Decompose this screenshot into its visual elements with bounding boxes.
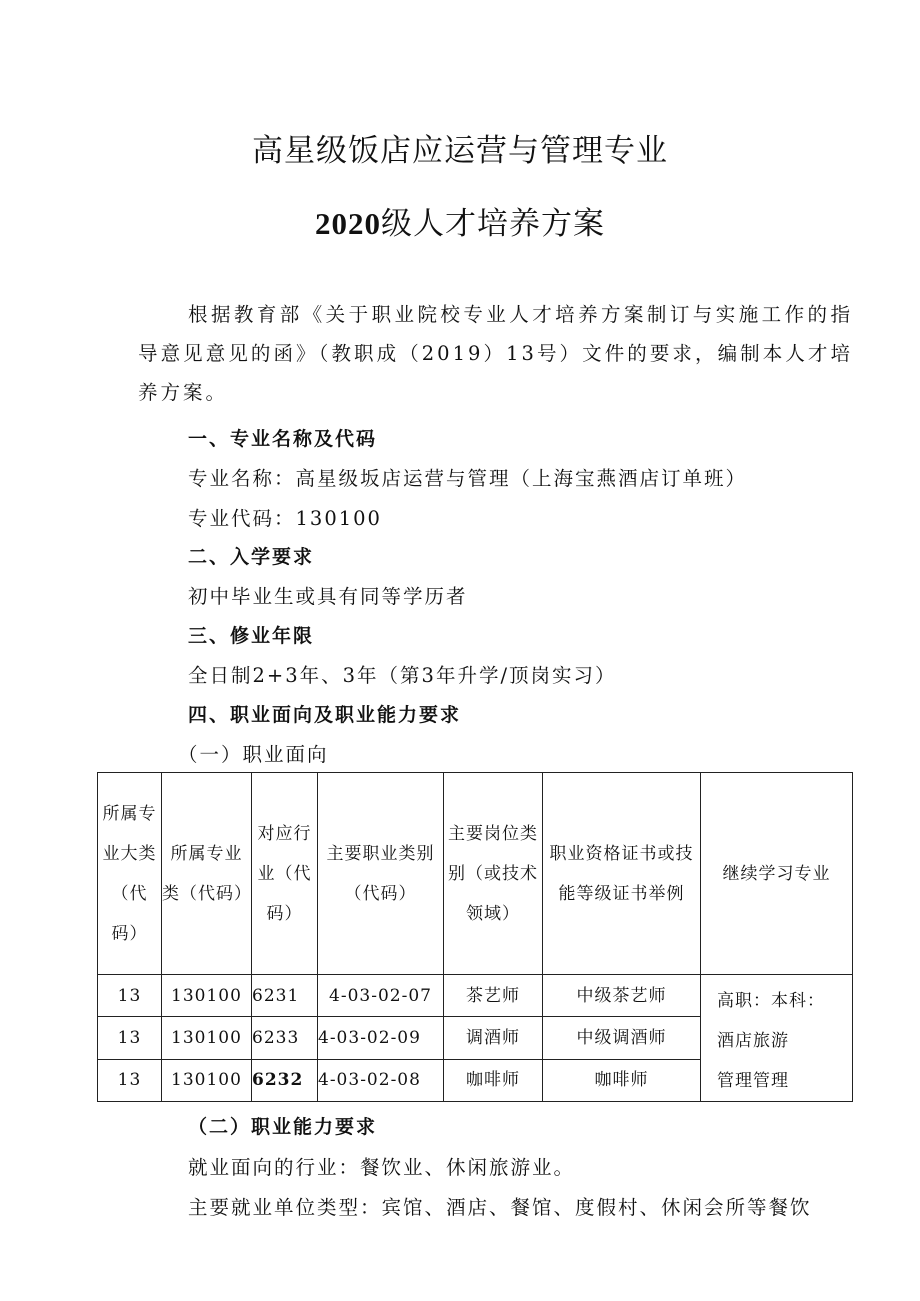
cell-category: 13 xyxy=(98,1059,162,1101)
continue-study-line: 高职：本科： xyxy=(717,991,825,1011)
continue-study-line: 酒店旅游 xyxy=(717,1031,789,1051)
section-4-heading: 四、职业面向及职业能力要求 xyxy=(188,704,462,726)
table-header-row xyxy=(98,773,853,975)
cell-position: 茶艺师 xyxy=(444,975,543,1017)
document-title: 高星级饭店应运营与管理专业 xyxy=(252,133,668,169)
cell-occupation: 4-03-02-09 xyxy=(318,1017,444,1059)
career-orientation-table xyxy=(97,772,853,1102)
cell-certificate: 咖啡师 xyxy=(543,1059,701,1101)
header-position: 主要岗位类别（或技术领域） xyxy=(444,773,543,975)
industry-text: 就业面向的行业：餐饮业、休闲旅游业。 xyxy=(188,1156,576,1179)
section-1-heading: 一、专业名称及代码 xyxy=(188,428,378,450)
cell-certificate: 中级茶艺师 xyxy=(543,975,701,1017)
table-row xyxy=(98,975,853,1017)
cell-industry: 6233 xyxy=(252,1017,318,1059)
continue-study-line: 管理管理 xyxy=(717,1071,789,1091)
cell-position: 咖啡师 xyxy=(444,1059,543,1101)
cell-industry: 6232 xyxy=(252,1059,318,1101)
header-industry: 对应行业（代码） xyxy=(252,773,318,975)
document-subtitle xyxy=(0,198,920,243)
cell-position: 调酒师 xyxy=(444,1017,543,1059)
cell-occupation: 4-03-02-08 xyxy=(318,1059,444,1101)
header-continue-study: 继续学习专业 xyxy=(701,773,853,975)
header-major-class: 所属专业类（代码） xyxy=(162,773,252,975)
section-2-heading: 二、入学要求 xyxy=(188,546,315,568)
header-certificate: 职业资格证书或技能等级证书举例 xyxy=(543,773,701,975)
cell-industry: 6231 xyxy=(252,975,318,1017)
title-rest: 级人才培养方案 xyxy=(381,206,605,242)
cell-class: 130100 xyxy=(162,1059,252,1101)
major-name: 专业名称：高星级坂店运营与管理（上海宝燕酒店订单班） xyxy=(188,467,748,490)
cell-class: 130100 xyxy=(162,1017,252,1059)
intro-paragraph: 根据教育部《关于职业院校专业人才培养方案制订与实施工作的指导意见意见的函》（教职成（2019）13号）文件的要求，编制本人才培养方案。 xyxy=(138,303,853,404)
subsection-career-orientation: （一）职业面向 xyxy=(178,743,329,766)
admission-text: 初中毕业生或具有同等学历者 xyxy=(188,585,468,608)
cell-class: 130100 xyxy=(162,975,252,1017)
header-occupation: 主要职业类别（代码） xyxy=(318,773,444,975)
cell-category: 13 xyxy=(98,975,162,1017)
subsection-ability-requirements: （二）职业能力要求 xyxy=(188,1116,378,1138)
title-year: 2020 xyxy=(315,206,381,241)
employer-types-text: 主要就业单位类型：宾馆、酒店、餐馆、度假村、休闲会所等餐饮 xyxy=(188,1196,812,1219)
cell-category: 13 xyxy=(98,1017,162,1059)
section-3-heading: 三、修业年限 xyxy=(188,625,315,647)
header-major-category: 所属专业大类（代码） xyxy=(98,773,162,975)
cell-occupation: 4-03-02-07 xyxy=(318,975,444,1017)
cell-continue-study xyxy=(701,975,853,1102)
cell-certificate: 中级调酒师 xyxy=(543,1017,701,1059)
duration-text: 全日制2+3年、3年（第3年升学/顶岗实习） xyxy=(188,664,617,687)
major-code: 专业代码：130100 xyxy=(188,507,382,530)
